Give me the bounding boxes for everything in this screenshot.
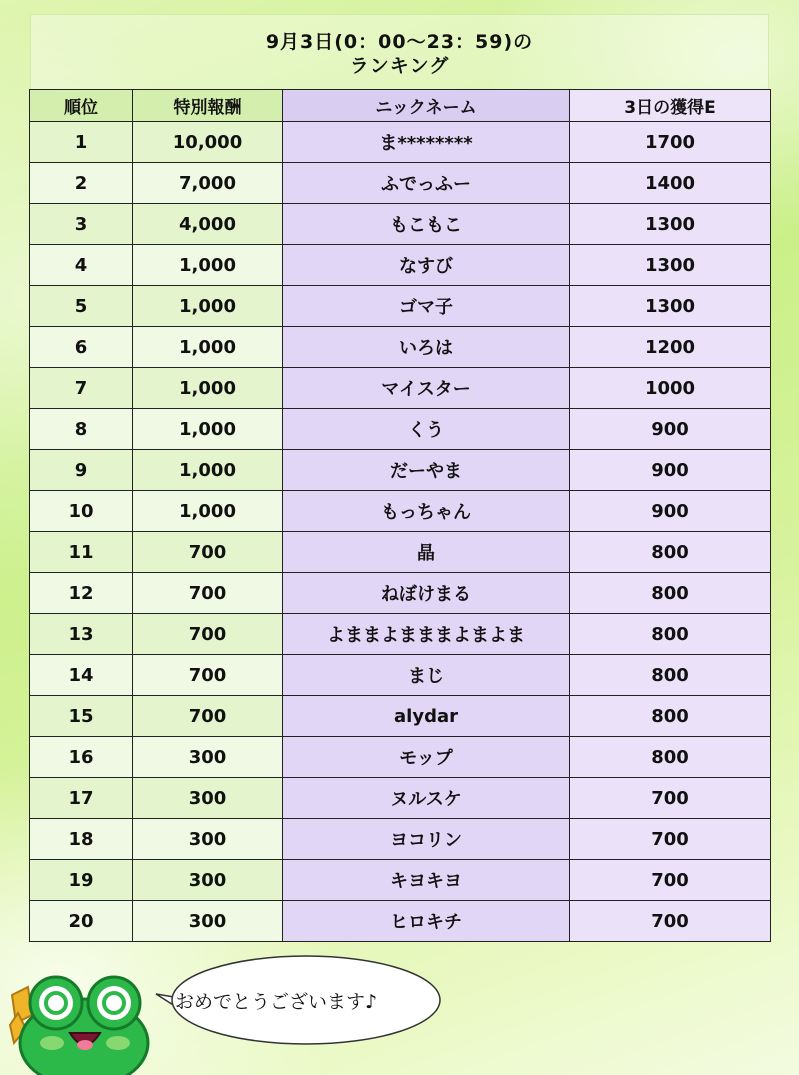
table-row: [30, 163, 771, 204]
points-cell: 1300: [570, 286, 771, 327]
ranking-table-body: [30, 122, 771, 942]
points-cell: 700: [570, 860, 771, 901]
rank-cell: 11: [30, 532, 133, 573]
nickname-cell: よままよまままよまよま: [283, 614, 570, 655]
rank-cell: 10: [30, 491, 133, 532]
page-title: [30, 30, 769, 78]
nickname-cell: ヌルスケ: [283, 778, 570, 819]
points-cell: 1400: [570, 163, 771, 204]
reward-cell: 1,000: [133, 491, 283, 532]
reward-cell: 300: [133, 778, 283, 819]
points-cell: 1200: [570, 327, 771, 368]
nickname-cell: まじ: [283, 655, 570, 696]
reward-cell: 1,000: [133, 327, 283, 368]
reward-cell: 700: [133, 573, 283, 614]
nickname-cell: ふでっふー: [283, 163, 570, 204]
header-reward: 特別報酬: [133, 90, 283, 122]
table-row: [30, 573, 771, 614]
points-cell: 1700: [570, 122, 771, 163]
nickname-cell: もっちゃん: [283, 491, 570, 532]
rank-cell: 12: [30, 573, 133, 614]
reward-cell: 4,000: [133, 204, 283, 245]
rank-cell: 9: [30, 450, 133, 491]
table-row: [30, 860, 771, 901]
nickname-cell: alydar: [283, 696, 570, 737]
title-line-1: 9月3日(0：00～23：59)の: [265, 31, 534, 53]
points-cell: 700: [570, 819, 771, 860]
table-row: [30, 409, 771, 450]
speech-bubble-text: おめでとうございます♪: [175, 991, 378, 1013]
points-cell: 800: [570, 573, 771, 614]
title-line-2: ランキング: [349, 55, 450, 77]
nickname-cell: ヒロキチ: [283, 901, 570, 942]
reward-cell: 1,000: [133, 409, 283, 450]
table-row: [30, 245, 771, 286]
nickname-cell: 晶: [283, 532, 570, 573]
points-cell: 800: [570, 737, 771, 778]
rank-cell: 7: [30, 368, 133, 409]
reward-cell: 1,000: [133, 368, 283, 409]
reward-cell: 700: [133, 614, 283, 655]
table-row: [30, 778, 771, 819]
rank-cell: 1: [30, 122, 133, 163]
rank-cell: 2: [30, 163, 133, 204]
reward-cell: 700: [133, 532, 283, 573]
header-points: 3日の獲得E: [570, 90, 771, 122]
reward-cell: 1,000: [133, 286, 283, 327]
rank-cell: 13: [30, 614, 133, 655]
nickname-cell: だーやま: [283, 450, 570, 491]
points-cell: 1300: [570, 245, 771, 286]
reward-cell: 300: [133, 901, 283, 942]
nickname-cell: マイスター: [283, 368, 570, 409]
points-cell: 700: [570, 778, 771, 819]
reward-cell: 300: [133, 860, 283, 901]
rank-cell: 19: [30, 860, 133, 901]
table-row: [30, 450, 771, 491]
points-cell: 900: [570, 450, 771, 491]
rank-cell: 6: [30, 327, 133, 368]
rank-cell: 16: [30, 737, 133, 778]
points-cell: 900: [570, 409, 771, 450]
header-nickname: ニックネーム: [283, 90, 570, 122]
nickname-cell: なすび: [283, 245, 570, 286]
table-row: [30, 614, 771, 655]
reward-cell: 300: [133, 819, 283, 860]
reward-cell: 700: [133, 696, 283, 737]
nickname-cell: キヨキヨ: [283, 860, 570, 901]
nickname-cell: くう: [283, 409, 570, 450]
reward-cell: 300: [133, 737, 283, 778]
table-row: [30, 122, 771, 163]
reward-cell: 7,000: [133, 163, 283, 204]
rank-cell: 20: [30, 901, 133, 942]
table-row: [30, 491, 771, 532]
frog-mascot-icon: [6, 965, 156, 1075]
rank-cell: 17: [30, 778, 133, 819]
table-row: [30, 655, 771, 696]
points-cell: 700: [570, 901, 771, 942]
points-cell: 800: [570, 532, 771, 573]
rank-cell: 15: [30, 696, 133, 737]
reward-cell: 700: [133, 655, 283, 696]
rank-cell: 18: [30, 819, 133, 860]
reward-cell: 10,000: [133, 122, 283, 163]
points-cell: 900: [570, 491, 771, 532]
points-cell: 1000: [570, 368, 771, 409]
points-cell: 800: [570, 655, 771, 696]
rank-cell: 3: [30, 204, 133, 245]
table-row: [30, 368, 771, 409]
ranking-table: [29, 89, 771, 942]
reward-cell: 1,000: [133, 450, 283, 491]
nickname-cell: ゴマ子: [283, 286, 570, 327]
table-row: [30, 327, 771, 368]
nickname-cell: いろは: [283, 327, 570, 368]
table-row: [30, 737, 771, 778]
table-row: [30, 286, 771, 327]
header-rank: 順位: [30, 90, 133, 122]
rank-cell: 4: [30, 245, 133, 286]
nickname-cell: ねぼけまる: [283, 573, 570, 614]
nickname-cell: もこもこ: [283, 204, 570, 245]
table-row: [30, 901, 771, 942]
nickname-cell: ヨコリン: [283, 819, 570, 860]
table-row: [30, 819, 771, 860]
points-cell: 1300: [570, 204, 771, 245]
table-row: [30, 532, 771, 573]
table-row: [30, 204, 771, 245]
rank-cell: 5: [30, 286, 133, 327]
nickname-cell: ま********: [283, 122, 570, 163]
table-row: [30, 696, 771, 737]
points-cell: 800: [570, 696, 771, 737]
points-cell: 800: [570, 614, 771, 655]
table-header-row: [30, 90, 771, 122]
rank-cell: 14: [30, 655, 133, 696]
rank-cell: 8: [30, 409, 133, 450]
reward-cell: 1,000: [133, 245, 283, 286]
nickname-cell: モップ: [283, 737, 570, 778]
